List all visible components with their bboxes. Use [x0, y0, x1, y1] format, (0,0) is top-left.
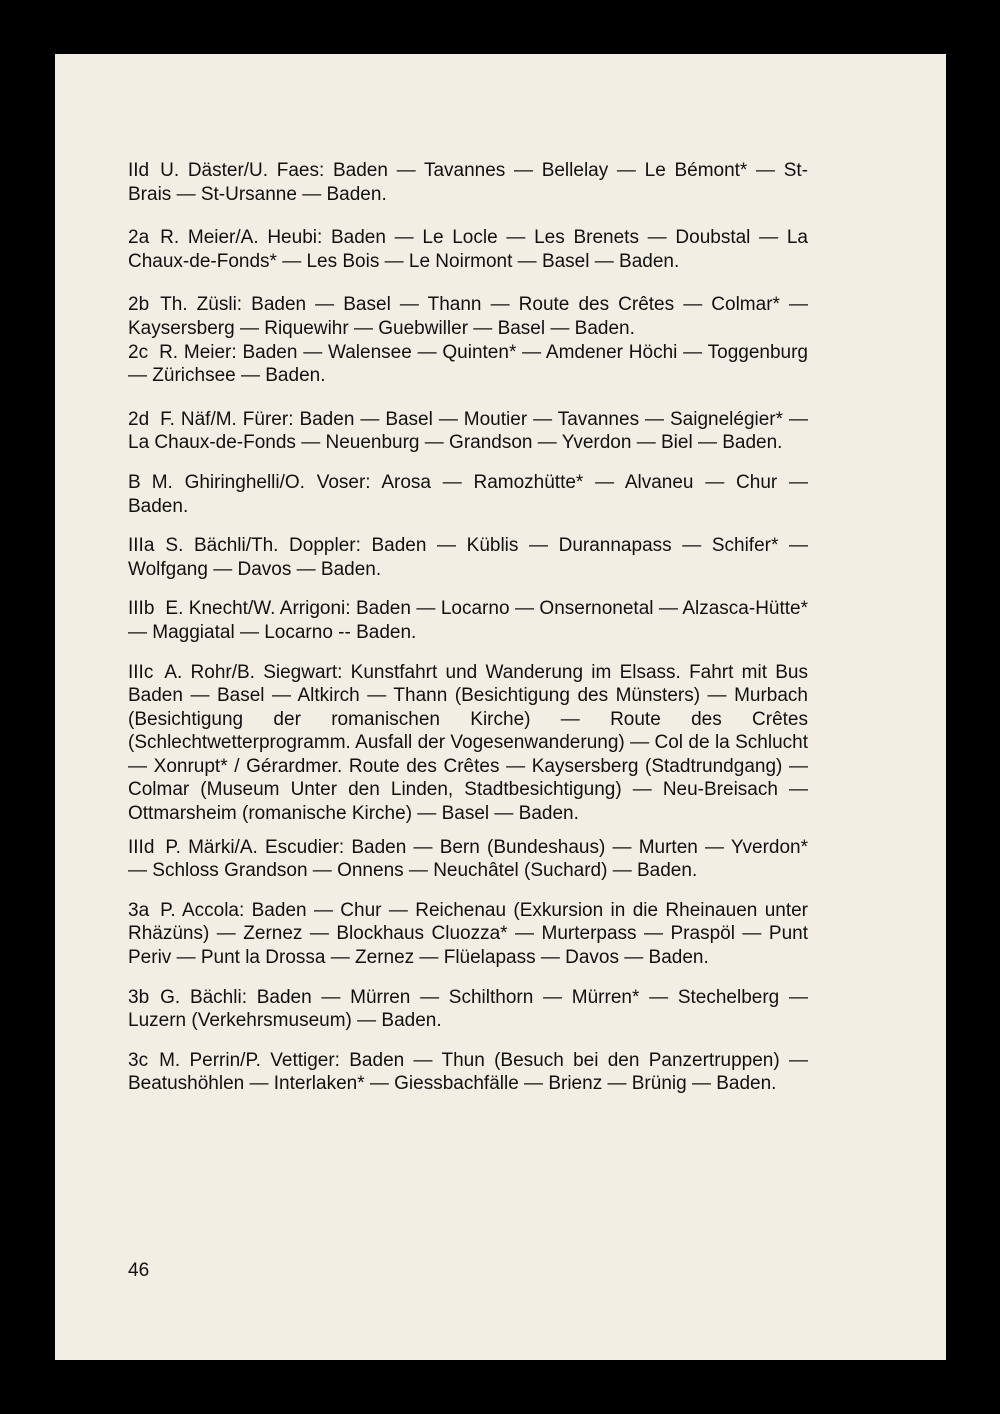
excursion-entry [128, 597, 808, 644]
entry-code: B [128, 471, 141, 493]
document-page [55, 54, 946, 1360]
entry-text: R. Meier: Baden — Walensee — Quinten* — Amdener Höchi — Toggenburg — Zürichsee — Baden. [128, 341, 808, 387]
entry-code: 2d [128, 408, 150, 430]
entry-text: P. Märki/A. Escudier: Baden — Bern (Bundeshaus) — Murten — Yverdon* — Schloss Grandson — Onnens — Neuchâtel (Suchard) — Baden. [128, 836, 808, 882]
entry-code: IIId [128, 836, 155, 858]
excursion-entry [128, 293, 808, 340]
entry-text: P. Accola: Baden — Chur — Reichenau (Exkursion in die Rheinauen unter Rhäzüns) — Zernez — Blockhaus Cluozza* — Murterpass — Praspöl — Punt Periv — Punt la Drossa — Zernez — Flüelapass — Davos — Baden. [128, 899, 808, 969]
entry-code: 2a [128, 227, 150, 249]
entry-text: S. Bächli/Th. Doppler: Baden — Küblis — Durannapass — Schifer* — Wolfgang — Davos — Baden. [128, 535, 808, 580]
entry-code: 3a [128, 899, 150, 921]
entry-code: IIIa [128, 535, 155, 557]
excursion-entry [128, 836, 808, 883]
excursion-entry [128, 1049, 808, 1096]
entry-code: 3b [128, 986, 150, 1008]
excursion-entry [128, 408, 808, 455]
entry-text: G. Bächli: Baden — Mürren — Schilthorn — Mürren* — Stechelberg — Luzern (Verkehrsmuseum) — Baden. [128, 986, 808, 1032]
excursion-entry [128, 341, 808, 388]
entry-text: M. Ghiringhelli/O. Voser: Arosa — Ramozhütte* — Alvaneu — Chur — Baden. [128, 471, 808, 517]
entry-text: U. Däster/U. Faes: Baden — Tavannes — Bellelay — Le Bémont* — St-Brais — St-Ursanne — Baden. [128, 160, 808, 205]
excursion-entry [128, 226, 808, 273]
excursion-entry [128, 661, 808, 826]
excursion-entry [128, 159, 808, 206]
entry-text: A. Rohr/B. Siegwart: Kunstfahrt und Wanderung im Elsass. Fahrt mit Bus Baden — Basel — Altkirch — Thann (Besichtigung des Münsters) — Murbach (Besichtigung der romanischen Kirche) — Route des Crêtes (Schlechtwetterprogramm. Ausfall der Vogesenwanderung) — Col de la Schlucht — Xonrupt* / Gérardmer. Route des Crêtes — Kaysersberg (Stadtrundgang) — Colmar (Museum Unter den Linden, Stadtbesichtigung) — Neu-Breisach — Ottmarsheim (romanische Kirche) — Basel — Baden. [128, 661, 808, 825]
entry-code: 2b [128, 294, 150, 316]
entry-code: IId [128, 160, 150, 181]
entry-code: IIIc [128, 661, 154, 683]
excursion-entry [128, 899, 808, 970]
entry-text: E. Knecht/W. Arrigoni: Baden — Locarno — Onsernonetal — Alzasca-Hütte* — Maggiatal — Locarno -- Baden. [128, 598, 808, 643]
entry-text: R. Meier/A. Heubi: Baden — Le Locle — Les Brenets — Doubstal — La Chaux-de-Fonds* — Les Bois — Le Noirmont — Basel — Baden. [128, 227, 808, 272]
entry-code: 2c [128, 341, 149, 363]
page-number: 46 [128, 1260, 150, 1281]
entry-text: F. Näf/M. Fürer: Baden — Basel — Moutier — Tavannes — Saignelégier* — La Chaux-de-Fonds — Neuenburg — Grandson — Yverdon — Biel — Baden. [128, 408, 808, 454]
entry-code: 3c [128, 1049, 149, 1071]
entry-text: M. Perrin/P. Vettiger: Baden — Thun (Besuch bei den Panzertruppen) — Beatushöhlen — Interlaken* — Giessbachfälle — Brienz — Brünig — Baden. [128, 1049, 808, 1095]
excursion-entry [128, 471, 808, 518]
entry-code: IIIb [128, 598, 155, 620]
excursion-entry [128, 534, 808, 581]
excursion-entry [128, 986, 808, 1033]
entry-text: Th. Züsli: Baden — Basel — Thann — Route des Crêtes — Colmar* — Kaysersberg — Riquewihr — Guebwiller — Basel — Baden. [128, 294, 808, 339]
